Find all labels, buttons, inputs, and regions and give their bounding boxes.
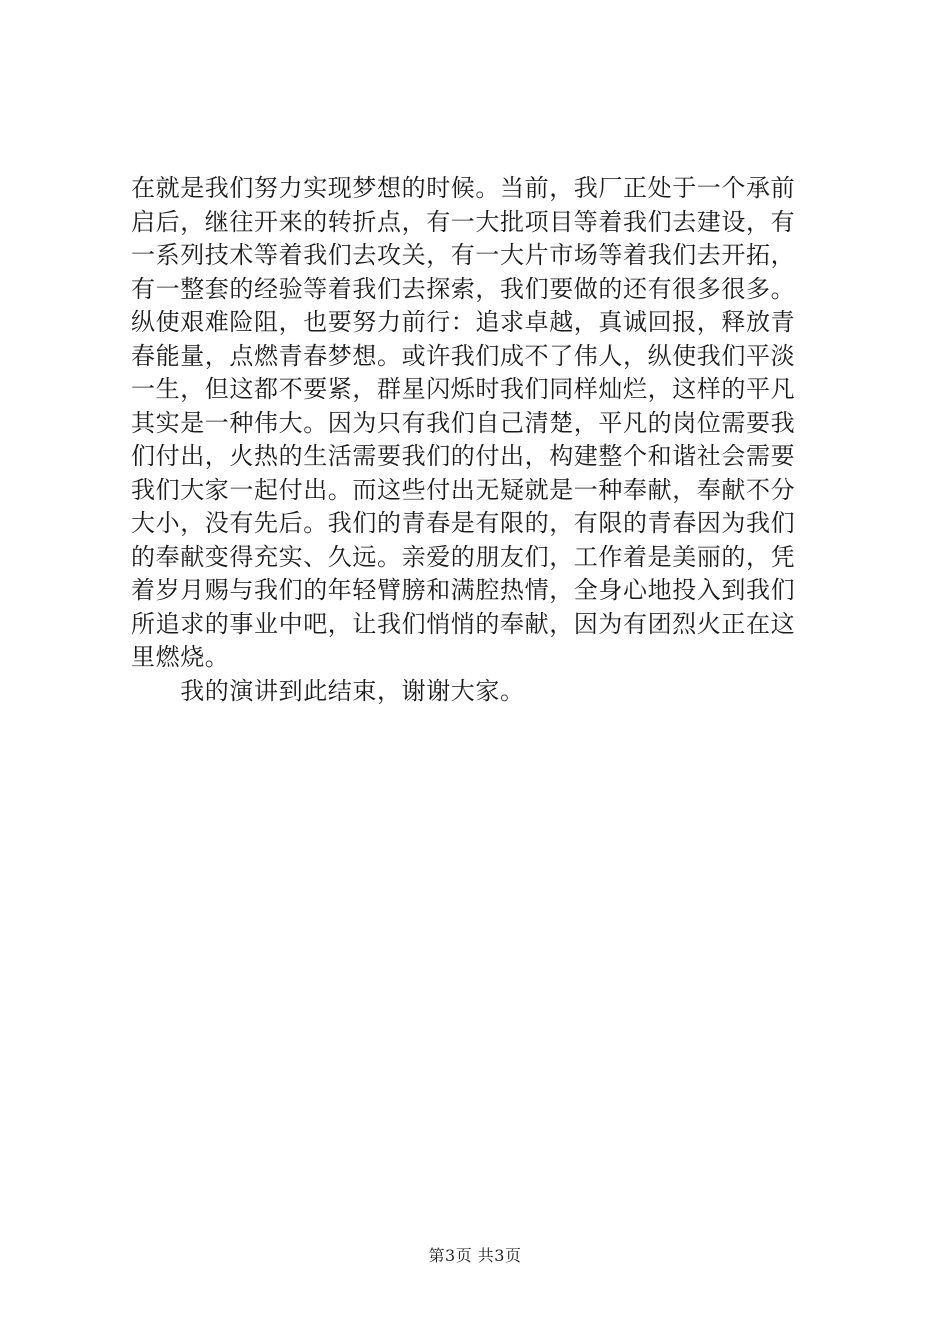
text-line: 大小，没有先后。我们的青春是有限的，有限的青春因为我们 bbox=[131, 509, 796, 537]
text-line: 我们大家一起付出。而这些付出无疑就是一种奉献，奉献不分 bbox=[131, 475, 796, 504]
text-line: 有一整套的经验等着我们去探索，我们要做的还有很多很多。 bbox=[131, 274, 796, 303]
text-line: 里燃烧。 bbox=[131, 643, 230, 671]
page-footer: 第3页 共3页 bbox=[428, 1246, 522, 1265]
closing-line: 我的演讲到此结束，谢谢大家。 bbox=[131, 676, 525, 705]
document-body bbox=[131, 172, 831, 708]
text-line: 着岁月赐与我们的年轻臂膀和满腔热情，全身心地投入到我们 bbox=[131, 576, 796, 604]
text-line: 的奉献变得充实、久远。亲爱的朋友们，工作着是美丽的，凭 bbox=[131, 542, 796, 571]
text-line: 一生，但这都不要紧，群星闪烁时我们同样灿烂，这样的平凡 bbox=[131, 375, 796, 403]
text-line: 所追求的事业中吧，让我们悄悄的奉献，因为有团烈火正在这 bbox=[131, 609, 796, 638]
text-line: 纵使艰难险阻，也要努力前行：追求卓越，真诚回报，释放青 bbox=[131, 308, 796, 336]
text-line: 启后，继往开来的转折点，有一大批项目等着我们去建设，有 bbox=[131, 207, 796, 236]
text-line: 一系列技术等着我们去攻关，有一大片市场等着我们去开拓， bbox=[131, 241, 796, 269]
text-line: 在就是我们努力实现梦想的时候。当前，我厂正处于一个承前 bbox=[131, 174, 796, 202]
text-line: 们付出，火热的生活需要我们的付出，构建整个和谐社会需要 bbox=[131, 442, 796, 470]
text-line: 其实是一种伟大。因为只有我们自己清楚，平凡的岗位需要我 bbox=[131, 408, 796, 437]
text-line: 春能量，点燃青春梦想。或许我们成不了伟人，纵使我们平淡 bbox=[131, 341, 796, 370]
